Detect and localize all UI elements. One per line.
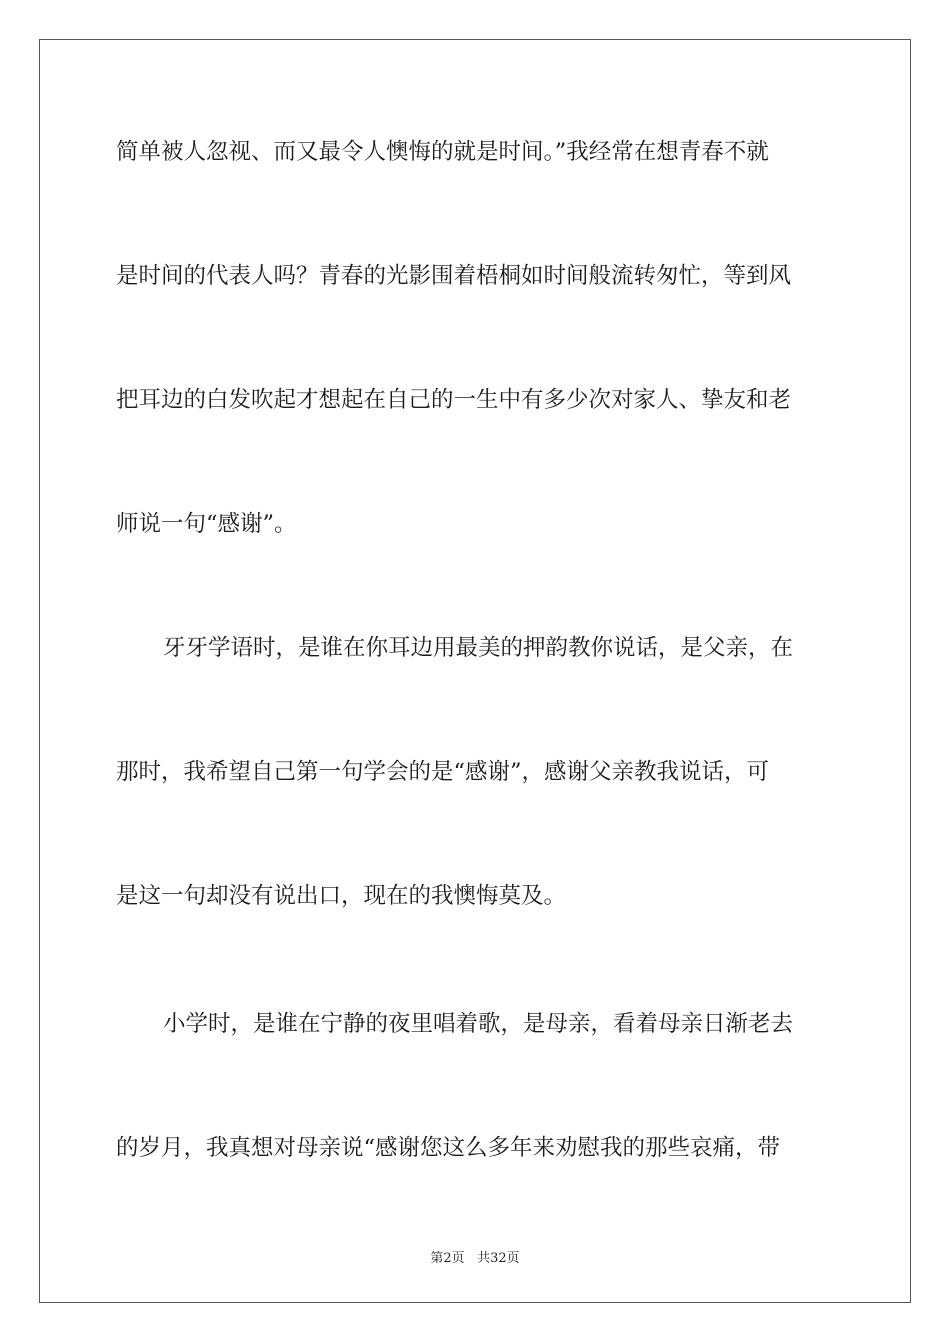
page-border [39,39,911,1303]
page-number-current: 第2页 [430,1251,465,1266]
page-footer [0,1247,950,1266]
text-line-6: 那时，我希望自己第一句学会的是“感谢”，感谢父亲教我说话，可 [116,759,770,785]
page-number-total: 共32页 [477,1251,520,1266]
text-line-4: 师说一句“感谢”。 [116,511,297,537]
text-line-2: 是时间的代表人吗？青春的光影围着梧桐如时间般流转匆忙，等到风 [116,263,792,289]
text-line-7: 是这一句却没有说出口，现在的我懊悔莫及。 [116,883,567,909]
text-line-9: 的岁月，我真想对母亲说“感谢您这么多年来劝慰我的那些哀痛，带 [116,1135,781,1161]
text-line-8: 小学时，是谁在宁静的夜里唱着歌，是母亲，看着母亲日渐老去 [163,1011,794,1037]
text-line-1: 简单被人忽视、而又最令人懊悔的就是时间。”我经常在想青春不就 [116,139,769,165]
text-line-5: 牙牙学语时，是谁在你耳边用最美的押韵教你说话，是父亲，在 [163,635,794,661]
text-line-3: 把耳边的白发吹起才想起在自己的一生中有多少次对家人、挚友和老 [116,387,792,413]
